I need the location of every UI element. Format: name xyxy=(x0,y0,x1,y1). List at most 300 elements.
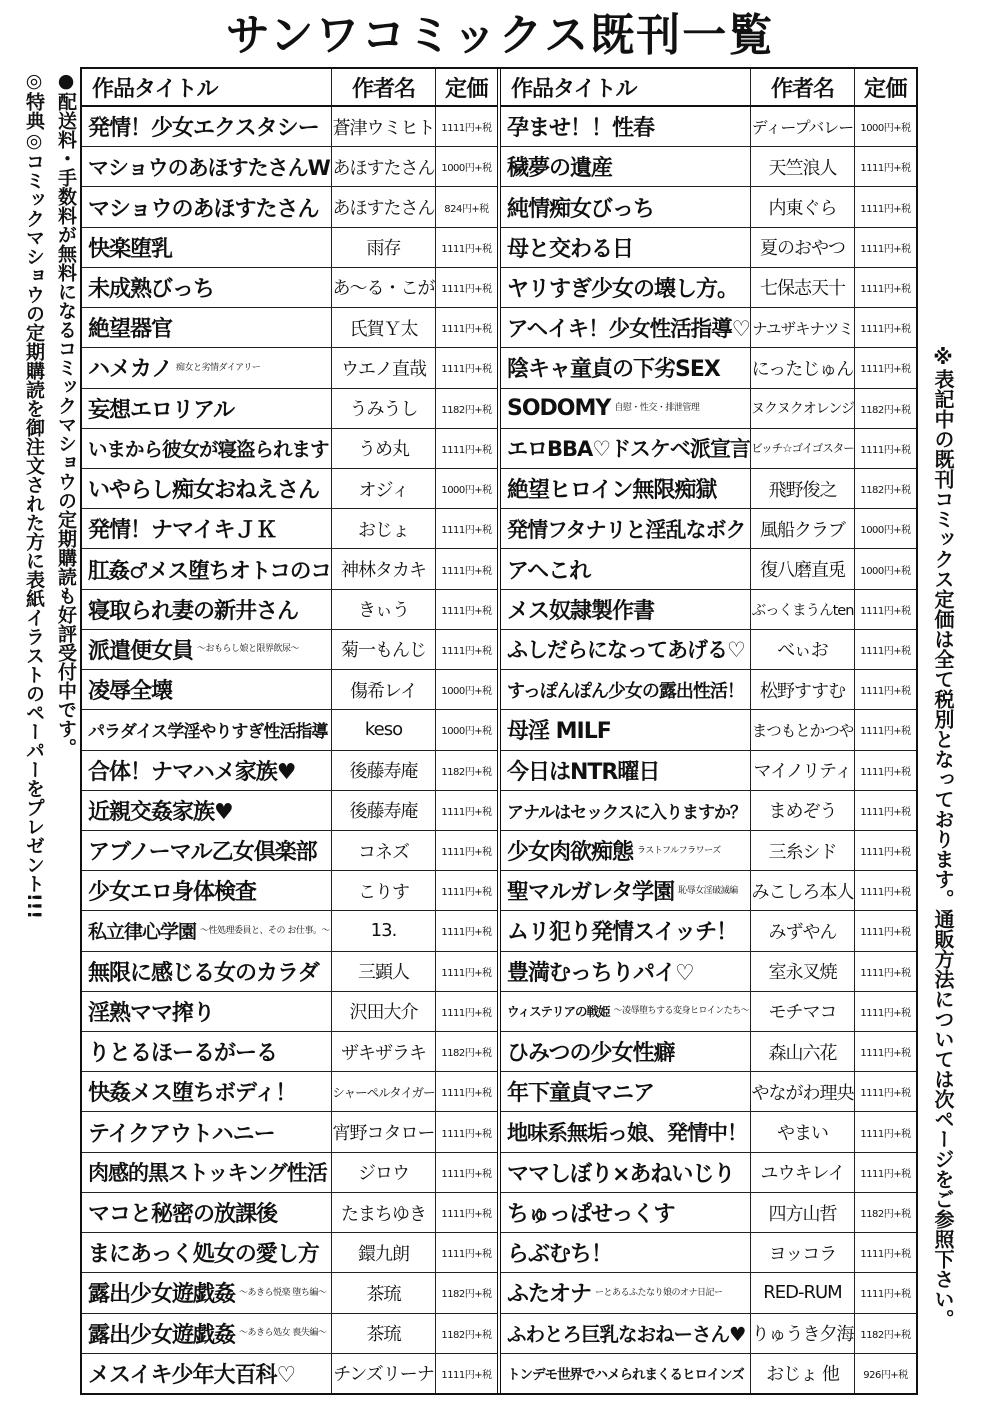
book-title-main: 露出少女遊戯姦 xyxy=(88,1282,236,1308)
header-price: 定価 xyxy=(444,76,488,102)
table-row xyxy=(501,952,916,992)
book-price: 1111円+税 xyxy=(860,163,911,175)
book-title-main: アヘこれ xyxy=(507,558,591,584)
book-price: 1182円+税 xyxy=(860,1209,911,1221)
table-row xyxy=(501,590,916,630)
book-author: ジロウ xyxy=(332,1153,436,1192)
book-title-main: 穢夢の遺産 xyxy=(507,156,613,182)
book-author: あ～る・こが xyxy=(332,268,436,307)
table-row xyxy=(501,831,916,871)
book-title xyxy=(82,590,332,629)
book-price: 1111円+税 xyxy=(441,123,492,135)
book-price: 1111円+税 xyxy=(441,1369,492,1381)
book-title-main: ハメカノ xyxy=(88,357,173,383)
book-title-main: 無限に感じる女のカラダ xyxy=(88,960,319,986)
book-title xyxy=(501,308,751,347)
book-price: 1111円+税 xyxy=(441,605,492,617)
book-price: 1111円+税 xyxy=(860,1249,911,1261)
book-subtitle: ラストフルフラワーズ xyxy=(637,845,721,856)
book-title xyxy=(501,791,751,830)
book-author: 三糸シド xyxy=(751,831,855,870)
book-title-main: アナルはセックスに入りますか？ xyxy=(507,802,746,823)
book-author: ヨッコラ xyxy=(751,1233,855,1272)
book-author: 茶琉 xyxy=(332,1314,436,1353)
table-row xyxy=(82,509,497,549)
book-price: 1111円+税 xyxy=(441,243,492,255)
book-price: 1111円+税 xyxy=(860,806,911,818)
book-author: 飛野俊之 xyxy=(751,469,855,508)
book-author: 沢田大介 xyxy=(332,992,436,1031)
book-price: 1111円+税 xyxy=(860,1007,911,1019)
table-row xyxy=(501,1314,916,1354)
table-row xyxy=(82,1233,497,1273)
book-price: 1111円+税 xyxy=(441,364,492,376)
book-title-main: 聖マルガレタ学園 xyxy=(507,880,675,906)
book-author: 蒼津ウミヒト xyxy=(332,107,436,146)
table-row xyxy=(501,871,916,911)
table-row xyxy=(501,1273,916,1313)
book-title-main: 合体！ナマハメ家族♥ xyxy=(88,759,296,785)
book-title-main: 発情！ナマイキＪＫ xyxy=(88,518,277,544)
book-author: ユウキレイ xyxy=(751,1153,855,1192)
book-title xyxy=(501,710,751,749)
catalog-column-right xyxy=(501,69,916,1393)
book-author: 後藤寿庵 xyxy=(332,751,436,790)
table-row xyxy=(501,187,916,227)
book-author: 内東ぐら xyxy=(751,187,855,226)
table-row xyxy=(82,911,497,951)
book-price: 1111円+税 xyxy=(860,324,911,336)
book-subtitle: 痴女と劣情ダイアリー xyxy=(176,362,261,373)
book-price: 1111円+税 xyxy=(860,203,911,215)
book-price: 1000円+税 xyxy=(441,686,492,698)
book-price: 1111円+税 xyxy=(441,806,492,818)
book-author: 松野すすむ xyxy=(751,670,855,709)
book-title xyxy=(501,549,751,588)
book-title-main: 発情フタナリと淫乱なボク xyxy=(507,517,746,542)
book-price: 1111円+税 xyxy=(860,1168,911,1180)
book-price: 1111円+税 xyxy=(860,967,911,979)
book-title-main: 寝取られ妻の新井さん xyxy=(88,598,299,624)
book-title xyxy=(82,1072,332,1111)
book-price: 1111円+税 xyxy=(441,444,492,456)
book-author: おじょ 他 xyxy=(751,1354,855,1393)
book-title xyxy=(501,469,751,508)
book-title xyxy=(82,952,332,991)
table-row xyxy=(501,1072,916,1112)
table-row xyxy=(82,147,497,187)
book-author: オジィ xyxy=(332,469,436,508)
book-title xyxy=(82,429,332,468)
table-row xyxy=(82,187,497,227)
book-subtitle: ～性処理委員と、その お仕事。～ xyxy=(200,925,330,936)
table-row xyxy=(82,751,497,791)
book-author: まめぞう xyxy=(751,791,855,830)
table-row xyxy=(501,308,916,348)
book-title xyxy=(82,992,332,1031)
book-author: 菊一もんじ xyxy=(332,630,436,669)
book-author: 傷希レイ xyxy=(332,670,436,709)
book-title-main: 少女肉欲痴態 xyxy=(507,840,634,866)
book-title xyxy=(501,992,751,1031)
book-price: 1000円+税 xyxy=(441,726,492,738)
book-title-main: 陰キャ童貞の下劣SEX xyxy=(507,357,720,383)
table-row xyxy=(82,630,497,670)
book-price: 1111円+税 xyxy=(860,283,911,295)
table-row xyxy=(501,992,916,1032)
book-price: 1111円+税 xyxy=(441,887,492,899)
book-title-main: 地味系無垢っ娘、発情中！ xyxy=(507,1121,747,1146)
bonus-note: ◎特典◎コミックマショウの定期購読を御注文された方に表紙イラストのペーパーをプレゼント!!! xyxy=(23,70,45,919)
book-subtitle: ーとあるふたなり娘のオナ日記ー xyxy=(595,1287,723,1298)
book-title xyxy=(501,268,751,307)
book-author: マイノリティ xyxy=(751,751,855,790)
book-title-main: 凌辱全壊 xyxy=(88,679,173,705)
book-price: 1111円+税 xyxy=(441,1007,492,1019)
book-author: うめ丸 xyxy=(332,429,436,468)
book-title-main: 近親交姦家族♥ xyxy=(88,799,233,825)
table-row xyxy=(82,871,497,911)
table-row xyxy=(82,992,497,1032)
book-title-main: ムリ犯り発情スイッチ！ xyxy=(507,920,738,946)
book-title-main: まにあっく処女の愛し方 xyxy=(88,1242,319,1268)
table-row xyxy=(82,791,497,831)
book-author: たまちゆき xyxy=(332,1193,436,1232)
book-price: 824円+税 xyxy=(444,203,489,215)
book-author: 室永叉焼 xyxy=(751,952,855,991)
table-row xyxy=(501,549,916,589)
book-price: 1111円+税 xyxy=(860,1289,911,1301)
book-title-main: SODOMY xyxy=(507,395,611,421)
table-row xyxy=(501,710,916,750)
book-price: 1182円+税 xyxy=(441,1329,492,1341)
table-row xyxy=(82,228,497,268)
price-note: ※表記中の既刊コミックス定価は全て税別となっております。通販方法については次ページをご参照下さい。 xyxy=(931,345,955,1329)
book-author: 風船クラブ xyxy=(751,509,855,548)
book-title-main: 発情！少女エクスタシー xyxy=(88,116,319,142)
book-price: 1182円+税 xyxy=(860,1329,911,1341)
book-price: 1111円+税 xyxy=(441,1128,492,1140)
book-title-main: 肛姦♂メス堕ちオトコのコ xyxy=(88,558,331,584)
book-title xyxy=(501,831,751,870)
book-title xyxy=(82,831,332,870)
header-author: 作者名 xyxy=(332,69,436,105)
book-title-main: ヤリすぎ少女の壊し方。 xyxy=(507,276,739,302)
table-row xyxy=(501,348,916,388)
table-row xyxy=(501,1354,916,1393)
table-row xyxy=(501,1193,916,1233)
book-price: 1111円+税 xyxy=(441,565,492,577)
book-price: 1111円+税 xyxy=(860,1088,911,1100)
book-title xyxy=(82,308,332,347)
book-title-main: 孕ませ！！性春 xyxy=(507,116,655,142)
table-row xyxy=(82,1314,497,1354)
book-author: やながわ理央 xyxy=(751,1072,855,1111)
book-author: 夏のおやつ xyxy=(751,228,855,267)
book-author: べぃお xyxy=(751,630,855,669)
book-price: 1111円+税 xyxy=(441,1168,492,1180)
table-row xyxy=(82,107,497,147)
book-title-main: 豊満むっちりパイ♡ xyxy=(507,960,694,986)
book-price: 1111円+税 xyxy=(441,967,492,979)
book-price: 1182円+税 xyxy=(441,766,492,778)
book-price: 1111円+税 xyxy=(860,605,911,617)
book-author: 後藤寿庵 xyxy=(332,791,436,830)
book-title xyxy=(501,1032,751,1071)
table-row xyxy=(501,509,916,549)
table-row xyxy=(501,268,916,308)
book-title-main: 母と交わる日 xyxy=(507,236,634,262)
book-title xyxy=(82,1153,332,1192)
book-subtitle: ～おもらし娘と限界飲尿～ xyxy=(197,644,300,655)
book-author: ビッチ☆ゴイゴスター xyxy=(751,429,855,468)
book-title xyxy=(82,1314,332,1353)
book-price: 1000円+税 xyxy=(441,485,492,497)
book-title xyxy=(82,1354,332,1393)
table-row xyxy=(82,308,497,348)
book-title-main: 肉感的黒ストッキング性活 xyxy=(88,1161,327,1186)
book-title-main: 未成熟びっち xyxy=(88,276,215,302)
book-title xyxy=(82,549,332,588)
table-row xyxy=(82,348,497,388)
book-title xyxy=(82,710,332,749)
book-title-main: マコと秘密の放課後 xyxy=(88,1202,278,1228)
book-title xyxy=(501,1112,751,1151)
book-title-main: 露出少女遊戯姦 xyxy=(88,1322,236,1348)
book-title-main: すっぽんぽん少女の露出性活！ xyxy=(507,680,744,702)
book-title-main: ちゅっぱせっくす xyxy=(507,1202,675,1228)
book-title-main: ふわとろ巨乳なおねーさん♥ xyxy=(507,1323,746,1347)
book-title-main: エロBBA♡ドスケベ派宣言 xyxy=(507,437,750,462)
book-title-main: ウィステリアの戦姫 xyxy=(507,1004,610,1020)
table-row xyxy=(501,1233,916,1273)
book-price: 1111円+税 xyxy=(441,645,492,657)
book-author: 復八磨直兎 xyxy=(751,549,855,588)
book-price: 1111円+税 xyxy=(860,927,911,939)
book-author: 茶琉 xyxy=(332,1273,436,1312)
page-title: サンワコミックス既刊一覧 xyxy=(225,10,775,61)
book-author: 四方山哲 xyxy=(751,1193,855,1232)
book-title-main: 年下童貞マニア xyxy=(507,1081,655,1107)
table-row xyxy=(501,670,916,710)
book-price: 1111円+税 xyxy=(441,525,492,537)
book-title xyxy=(501,1233,751,1272)
book-title xyxy=(82,389,332,428)
book-author: あほすたさん xyxy=(332,147,436,186)
book-title xyxy=(82,791,332,830)
book-title xyxy=(82,1193,332,1232)
header-title: 作品タイトル xyxy=(501,69,751,105)
book-subtitle: ～あきら処女 喪失編～ xyxy=(239,1328,327,1339)
book-title-main: アブノーマル乙女倶楽部 xyxy=(88,840,317,866)
book-title-main: 今日はNTR曜日 xyxy=(507,759,660,785)
book-title-main: メス奴隷製作書 xyxy=(507,598,655,624)
book-title-main: 快楽堕乳 xyxy=(88,236,173,262)
table-row xyxy=(501,107,916,147)
book-title xyxy=(501,670,751,709)
table-header xyxy=(501,69,916,107)
book-title xyxy=(501,1153,751,1192)
book-price: 1111円+税 xyxy=(860,1048,911,1060)
table-row xyxy=(501,1112,916,1152)
book-title-main: ふたオナ xyxy=(507,1282,592,1308)
book-title-main: 派遣便女員 xyxy=(88,638,194,664)
book-title xyxy=(82,348,332,387)
table-row xyxy=(501,751,916,791)
book-author: 鐶九朗 xyxy=(332,1233,436,1272)
book-title xyxy=(501,911,751,950)
book-author: keso xyxy=(332,710,436,749)
book-title-main: アヘイキ！少女性活指導♡ xyxy=(507,317,750,343)
book-title xyxy=(501,871,751,910)
book-title-main: ふしだらになってあげる♡ xyxy=(507,638,745,663)
table-row xyxy=(82,1153,497,1193)
book-subtitle: ～凌辱堕ちする変身ヒロインたち～ xyxy=(613,1006,750,1017)
table-row xyxy=(82,1072,497,1112)
book-author: 氏賀Ｙ太 xyxy=(332,308,436,347)
book-title xyxy=(501,509,751,548)
book-author: ぶっくまうんten xyxy=(751,590,855,629)
book-price: 1000円+税 xyxy=(441,163,492,175)
book-price: 1000円+税 xyxy=(860,525,911,537)
book-title xyxy=(501,1072,751,1111)
book-author: 三顕人 xyxy=(332,952,436,991)
book-title xyxy=(82,911,332,950)
book-title-main: トンデモ世界でハメられまくるヒロインズ xyxy=(507,1367,744,1384)
book-author: RED-RUM xyxy=(751,1273,855,1312)
book-title xyxy=(82,509,332,548)
book-price: 1111円+税 xyxy=(860,847,911,859)
book-title-main: パラダイス学淫やりすぎ性活指導 xyxy=(88,722,328,743)
book-price: 1182円+税 xyxy=(441,1048,492,1060)
book-price: 1000円+税 xyxy=(860,565,911,577)
book-title xyxy=(82,670,332,709)
book-author: りゅうき夕海 xyxy=(751,1314,855,1353)
table-row xyxy=(82,1193,497,1233)
book-title xyxy=(501,630,751,669)
catalog-table xyxy=(80,67,918,1395)
catalog-column-left xyxy=(82,69,501,1393)
book-title xyxy=(82,1032,332,1071)
book-title-main: メスイキ少年大百科♡ xyxy=(88,1362,296,1388)
book-title xyxy=(82,871,332,910)
book-title-main: マショウのあほすたさんW xyxy=(88,155,330,180)
book-price: 1182円+税 xyxy=(860,485,911,497)
table-row xyxy=(501,389,916,429)
book-title xyxy=(82,228,332,267)
table-row xyxy=(82,831,497,871)
book-title-main: 淫熟ママ搾り xyxy=(88,1000,215,1026)
table-header xyxy=(82,69,497,107)
book-title-main: らぶむち！ xyxy=(507,1242,613,1268)
table-row xyxy=(501,791,916,831)
table-row xyxy=(501,630,916,670)
table-row xyxy=(82,1112,497,1152)
table-row xyxy=(82,710,497,750)
book-title xyxy=(501,228,751,267)
book-title-main: ひみつの少女性癖 xyxy=(507,1041,675,1067)
book-title-main: 絶望器官 xyxy=(88,317,173,343)
book-title xyxy=(82,1112,332,1151)
book-title xyxy=(82,147,332,186)
book-title xyxy=(501,1314,751,1353)
book-subtitle: ～あきら悦楽 堕ち編～ xyxy=(239,1287,327,1298)
book-title xyxy=(82,1233,332,1272)
book-price: 1111円+税 xyxy=(860,243,911,255)
book-title-main: マショウのあほすたさん xyxy=(88,196,319,222)
book-author: モチマコ xyxy=(751,992,855,1031)
table-row xyxy=(82,670,497,710)
book-author: ウエノ直哉 xyxy=(332,348,436,387)
book-price: 1182円+税 xyxy=(860,404,911,416)
book-title xyxy=(501,751,751,790)
book-title-main: 妄想エロリアル xyxy=(88,397,235,423)
book-title xyxy=(82,469,332,508)
book-subtitle: 恥辱女淫破滅編 xyxy=(678,885,738,896)
book-price: 1111円+税 xyxy=(441,324,492,336)
book-author: こりす xyxy=(332,871,436,910)
book-price: 1111円+税 xyxy=(860,444,911,456)
book-price: 1182円+税 xyxy=(441,404,492,416)
book-title xyxy=(501,1273,751,1312)
book-title-main: 私立律心学園 xyxy=(88,921,197,944)
book-author: 森山六花 xyxy=(751,1032,855,1071)
book-author: おじょ xyxy=(332,509,436,548)
book-title-main: いやらし痴女おねえさん xyxy=(88,478,320,504)
book-price: 926円+税 xyxy=(863,1369,908,1381)
book-author: ザキザラキ xyxy=(332,1032,436,1071)
book-author: 神林タカキ xyxy=(332,549,436,588)
book-title xyxy=(501,429,751,468)
table-row xyxy=(501,1032,916,1072)
header-price: 定価 xyxy=(863,76,907,102)
book-title-main: テイクアウトハニー xyxy=(88,1121,275,1147)
book-price: 1111円+税 xyxy=(860,364,911,376)
book-title-main: 少女エロ身体検査 xyxy=(88,880,257,906)
book-title xyxy=(501,590,751,629)
book-author: きぃう xyxy=(332,590,436,629)
book-price: 1111円+税 xyxy=(441,847,492,859)
book-title xyxy=(501,187,751,226)
table-row xyxy=(82,389,497,429)
book-title xyxy=(82,1273,332,1312)
book-price: 1182円+税 xyxy=(441,1289,492,1301)
table-row xyxy=(82,469,497,509)
book-author: チンズリーナ xyxy=(332,1354,436,1393)
book-title-main: 母淫 MILF xyxy=(507,719,611,745)
book-author: 13. xyxy=(332,911,436,950)
header-author: 作者名 xyxy=(751,69,855,105)
table-row xyxy=(501,429,916,469)
book-title-main: 絶望ヒロイン無限痴獄 xyxy=(507,478,717,504)
book-title xyxy=(82,630,332,669)
book-title-main: いまから彼女が寝盗られます xyxy=(88,438,329,462)
book-author: やまい xyxy=(751,1112,855,1151)
book-price: 1111円+税 xyxy=(860,686,911,698)
table-row xyxy=(501,147,916,187)
book-price: 1111円+税 xyxy=(441,1249,492,1261)
table-row xyxy=(501,1153,916,1193)
book-price: 1111円+税 xyxy=(860,645,911,657)
book-author: コネズ xyxy=(332,831,436,870)
book-author: みこしろ本人 xyxy=(751,871,855,910)
book-price: 1111円+税 xyxy=(860,726,911,738)
book-title-main: りとるほーるがーる xyxy=(88,1041,278,1067)
book-author: 七保志天十 xyxy=(751,268,855,307)
book-price: 1111円+税 xyxy=(860,887,911,899)
book-title xyxy=(501,147,751,186)
book-price: 1111円+税 xyxy=(860,766,911,778)
